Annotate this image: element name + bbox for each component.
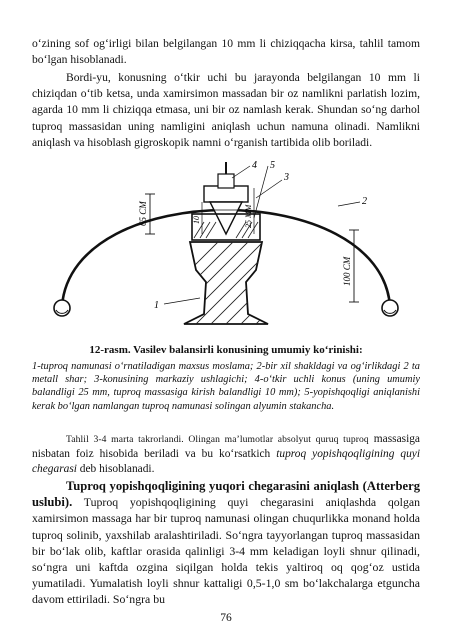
lower-limit-term: tuproq yopishqoqligining quyi chegarasi bbox=[32, 448, 421, 475]
page-number: 76 bbox=[220, 612, 232, 624]
label-4: 4 bbox=[252, 160, 257, 171]
paragraph-intro: o‘zining sof og‘irligi bilan belgilangan 10 mm li chiziqqacha kirsa, tahlil tamom bo‘lgan hisoblanadi. bbox=[32, 37, 420, 67]
label-3: 3 bbox=[284, 172, 289, 183]
figure-caption-title: 12-rasm. Vasilev balansirli konusining umumiy ko‘rinishi: bbox=[89, 344, 363, 356]
analysis-end: deb hisoblanadi. bbox=[76, 462, 155, 475]
section-heading: Tuproq yopishqoqligining yuqori chegarasini aniqlash (Atterberg uslubi). bbox=[32, 479, 420, 510]
dim-100cm: 100 СМ bbox=[342, 256, 352, 286]
label-5: 5 bbox=[270, 160, 275, 171]
vasilev-cone-figure bbox=[32, 158, 420, 334]
label-2: 2 bbox=[362, 196, 367, 207]
paragraph-moisture: Bordi-yu, konusning o‘tkir uchi bu jarayonda belgilangan 10 mm li chiziqdan o‘tib ketsa, unda xamirsimon massadan bir oz namlikni parlatish lozim, agarda 10 mm li chiziqqa etmasa, uni bir oz namlash kerak. Shundan so‘ng darhol tuproq massasidan uning namligini aniqlash uchun namuna olinadi. Namlikni aniqlash va hisoblash gigroskopik namni o‘rganish tartibida olib boriladi. bbox=[32, 71, 420, 149]
pointed-cone bbox=[210, 202, 242, 234]
dim-25mm: 25 ММ bbox=[244, 204, 253, 228]
figure-caption-body: 1-tuproq namunasi o‘rnatiladigan maxsus moslama; 2-bir xil shakldagi va og‘irlikdagi 2 ta metall shar; 3-konusining markaziy ushlagichi; 4-o‘tkir uchli konus (uning umumiy balandligi 25 mm, tuproq massasiga kirish balandligi 10 mm); 5-yopishqoqligi aniqlanishi kerak bo‘lgan namlangan tuproq namunasi solingan alyumin stakancha. bbox=[32, 361, 420, 412]
atterberg-text: Tuproq yopishqoqligining quyi chegarasini aniqlashda qolgan xamirsimon massaga har bir tuproq namunasi olingan chuqurlikka monand holda tuproq solinib, yaxshilab aralashtiriladi. So‘ngra tayyorlangan tuproq massasidan bir bo‘lak olib, kaftlar orasida qalinligi 3-4 mm keladigan loyli shnur qilinadi, so‘ngra uni kaftda ozgina siqilgan holda tekis yaltiroq oq qog‘oz ustida yumatiladi. Yumalatish loyli shnur kattaligi 0,5-1,0 sm bo‘lakchalarga etguncha davom ettiriladi. So‘ngra bu bbox=[32, 495, 420, 607]
dim-65cm: 65 СМ bbox=[138, 201, 148, 226]
dim-10: 10 bbox=[192, 216, 201, 224]
sample-stand bbox=[184, 242, 268, 324]
paragraph-atterberg bbox=[32, 478, 420, 608]
label-1: 1 bbox=[154, 300, 159, 311]
analysis-text: massasiga nisbatan foiz hisobida beriladi va bu ko‘rsatkich bbox=[32, 433, 420, 461]
paragraph-analysis bbox=[32, 432, 420, 476]
analysis-note: Tahlil 3-4 marta takrorlandi. Olingan ma’lumotlar absolyut quruq tuproq bbox=[66, 434, 369, 445]
